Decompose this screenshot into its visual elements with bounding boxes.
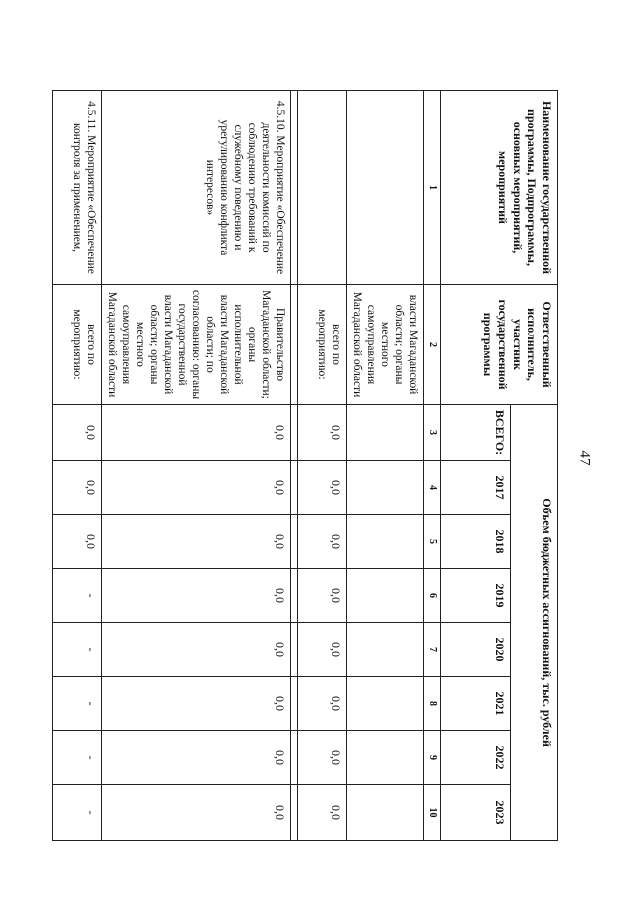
- row-name: [290, 91, 297, 285]
- column-number: 7: [424, 623, 441, 677]
- row-value: [290, 569, 297, 623]
- header-year: 2019: [441, 569, 511, 623]
- row-value: 0,0: [52, 515, 101, 569]
- header-year: 2018: [441, 515, 511, 569]
- row-value: [346, 731, 423, 785]
- row-value: -: [52, 569, 101, 623]
- column-number: 10: [424, 785, 441, 841]
- row-value: 0,0: [297, 405, 346, 461]
- row-value: 0,0: [297, 785, 346, 841]
- header-year: 2020: [441, 623, 511, 677]
- row-value: [290, 731, 297, 785]
- row-executor: власти Магаданской области; органы местного самоуправления Магаданской области: [346, 285, 423, 405]
- column-number-row: [424, 91, 441, 841]
- row-name: [346, 91, 423, 285]
- row-value: 0,0: [52, 405, 101, 461]
- row-value: [346, 515, 423, 569]
- row-value: [290, 515, 297, 569]
- row-value: 0,0: [297, 731, 346, 785]
- header-year: 2022: [441, 731, 511, 785]
- row-value: -: [52, 785, 101, 841]
- row-value: [346, 677, 423, 731]
- row-value: -: [52, 623, 101, 677]
- table-row: [290, 91, 297, 841]
- column-number: 5: [424, 515, 441, 569]
- column-number: 6: [424, 569, 441, 623]
- header-budget-title: Объем бюджетных ассигнований, тыс. рублей: [510, 405, 557, 841]
- row-name: 4.5.10. Мероприятие «Обеспечение деятельности комиссий по соблюдению требований к служебному поведению и урегулированию конфликта интересов»: [101, 91, 290, 285]
- row-value: 0,0: [297, 677, 346, 731]
- row-value: 0,0: [101, 785, 290, 841]
- table-row: [101, 91, 290, 841]
- row-name: 4.5.11. Мероприятие «Обеспечение контроля за применением,: [52, 91, 101, 285]
- column-number: 4: [424, 461, 441, 515]
- row-value: 0,0: [101, 677, 290, 731]
- row-value: [290, 677, 297, 731]
- row-value: 0,0: [101, 515, 290, 569]
- row-value: -: [52, 677, 101, 731]
- row-value: [346, 623, 423, 677]
- row-value: 0,0: [101, 405, 290, 461]
- column-number: 1: [424, 91, 441, 285]
- row-value: [346, 461, 423, 515]
- budget-table: [52, 90, 558, 841]
- row-value: 0,0: [297, 461, 346, 515]
- header-executor: Ответственный исполнитель, участник государственной программы: [441, 285, 558, 405]
- row-value: [290, 461, 297, 515]
- row-value: [290, 623, 297, 677]
- row-value: 0,0: [297, 515, 346, 569]
- row-name: [297, 91, 346, 285]
- header-year: 2023: [441, 785, 511, 841]
- row-value: 0,0: [52, 461, 101, 515]
- row-value: 0,0: [101, 569, 290, 623]
- row-value: [290, 405, 297, 461]
- header-name: Наименование государственной программы, Подпрограммы, основных мероприятий, мероприятий: [441, 91, 558, 285]
- row-executor: Правительство Магаданской области; органы исполнительной власти Магаданской области; по согласованию: органы государственной власти Магаданской области; органы местного самоуправления Магаданской области: [101, 285, 290, 405]
- row-value: [346, 785, 423, 841]
- row-value: 0,0: [297, 569, 346, 623]
- row-value: [346, 405, 423, 461]
- row-executor: всего по мероприятию:: [297, 285, 346, 405]
- page-number: 47: [576, 450, 593, 466]
- row-value: -: [52, 731, 101, 785]
- column-number: 3: [424, 405, 441, 461]
- row-value: 0,0: [297, 623, 346, 677]
- row-value: 0,0: [101, 461, 290, 515]
- row-value: [290, 785, 297, 841]
- column-number: 9: [424, 731, 441, 785]
- header-total: ВСЕГО:: [441, 405, 511, 461]
- row-value: 0,0: [101, 623, 290, 677]
- table-row: [346, 91, 423, 841]
- row-executor: всего по мероприятию:: [52, 285, 101, 405]
- column-number: 8: [424, 677, 441, 731]
- table-row: [297, 91, 346, 841]
- column-number: 2: [424, 285, 441, 405]
- rotated-table-sheet: [70, 90, 558, 840]
- table-row: [52, 91, 101, 841]
- row-executor: [290, 285, 297, 405]
- header-year: 2021: [441, 677, 511, 731]
- row-value: [346, 569, 423, 623]
- row-value: 0,0: [101, 731, 290, 785]
- header-year: 2017: [441, 461, 511, 515]
